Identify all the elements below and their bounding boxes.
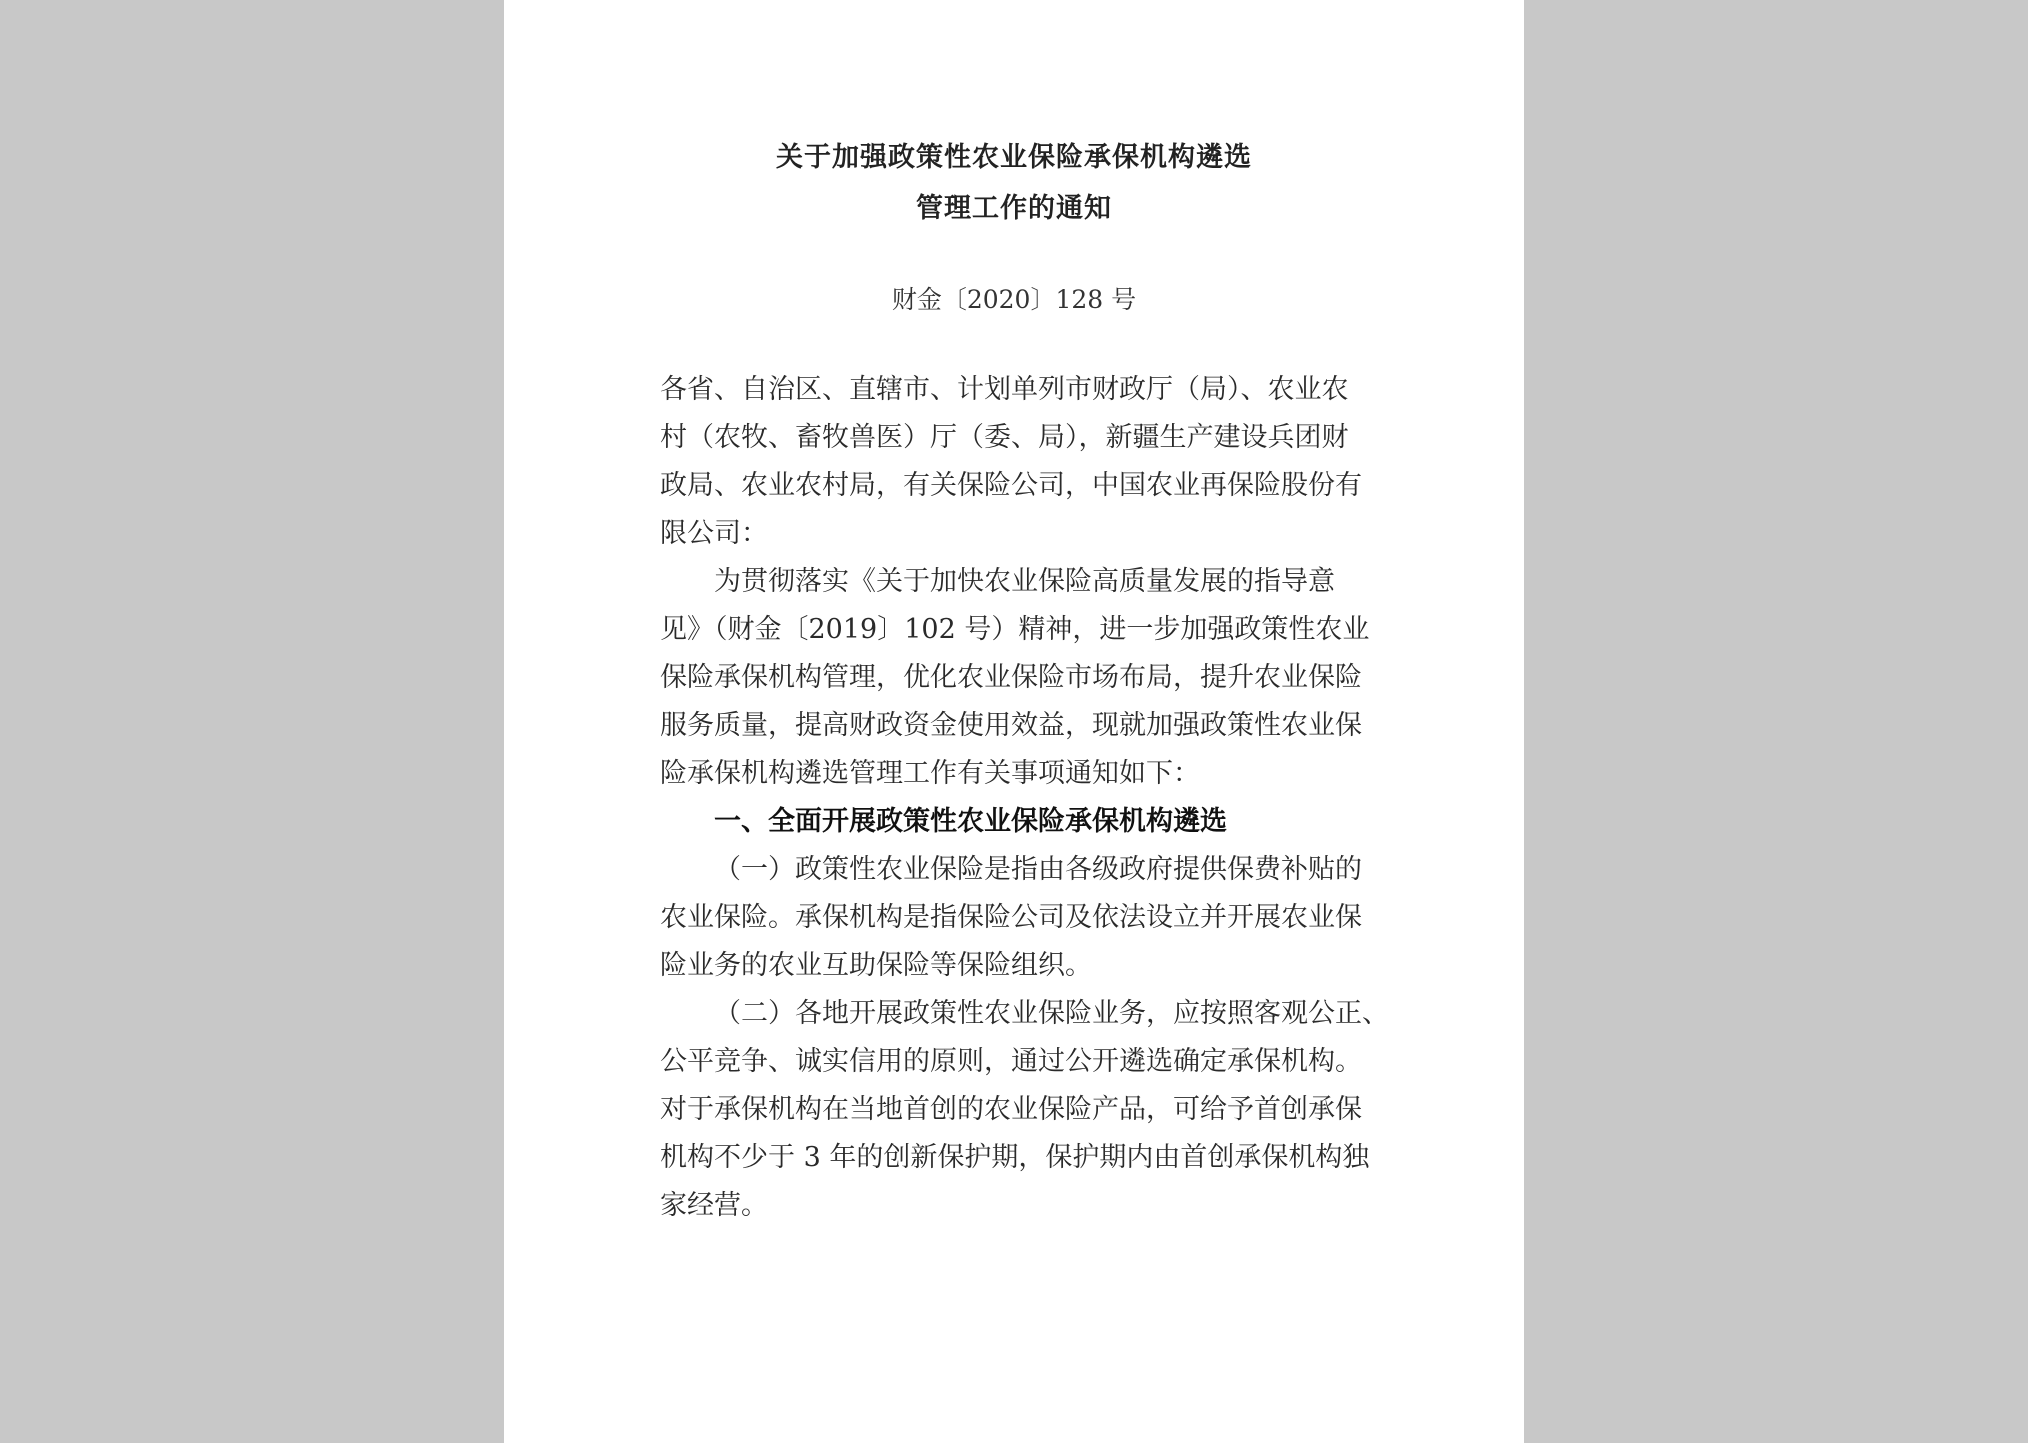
item-1-line: 险业务的农业互助保险等保险组织。 — [660, 950, 1092, 981]
intro-paragraph-line: 服务质量，提高财政资金使用效益，现就加强政策性农业保 — [660, 710, 1362, 741]
document-page — [504, 0, 1524, 1443]
intro-paragraph-line: 见》（财金〔2019〕102 号）精神，进一步加强政策性农业 — [660, 614, 1370, 645]
item-1-line: （一）政策性农业保险是指由各级政府提供保费补贴的 — [714, 854, 1362, 885]
section-heading: 一、全面开展政策性农业保险承保机构遴选 — [714, 806, 1227, 837]
document-number: 财金〔2020〕128 号 — [891, 285, 1137, 314]
item-1-line: 农业保险。承保机构是指保险公司及依法设立并开展农业保 — [660, 902, 1362, 933]
item-2-line: 家经营。 — [660, 1190, 768, 1221]
document-title-line-1: 关于加强政策性农业保险承保机构遴选 — [776, 142, 1252, 173]
addressee-line: 政局、农业农村局，有关保险公司，中国农业再保险股份有 — [660, 470, 1362, 501]
intro-paragraph-line: 为贯彻落实《关于加快农业保险高质量发展的指导意 — [714, 566, 1335, 597]
item-2-line: 公平竞争、诚实信用的原则，通过公开遴选确定承保机构。 — [660, 1046, 1362, 1077]
item-2-line: （二）各地开展政策性农业保险业务，应按照客观公正、 — [714, 998, 1389, 1029]
document-title-line-2: 管理工作的通知 — [916, 193, 1112, 224]
addressee-line: 各省、自治区、直辖市、计划单列市财政厅（局）、农业农 — [660, 374, 1349, 405]
intro-paragraph-line: 保险承保机构管理，优化农业保险市场布局，提升农业保险 — [660, 662, 1362, 693]
addressee-line: 限公司： — [660, 518, 768, 549]
addressee-line: 村（农牧、畜牧兽医）厅（委、局），新疆生产建设兵团财 — [660, 422, 1349, 453]
item-2-line: 机构不少于 3 年的创新保护期，保护期内由首创承保机构独 — [660, 1142, 1370, 1173]
intro-paragraph-line: 险承保机构遴选管理工作有关事项通知如下： — [660, 758, 1200, 789]
item-2-line: 对于承保机构在当地首创的农业保险产品，可给予首创承保 — [660, 1094, 1362, 1125]
